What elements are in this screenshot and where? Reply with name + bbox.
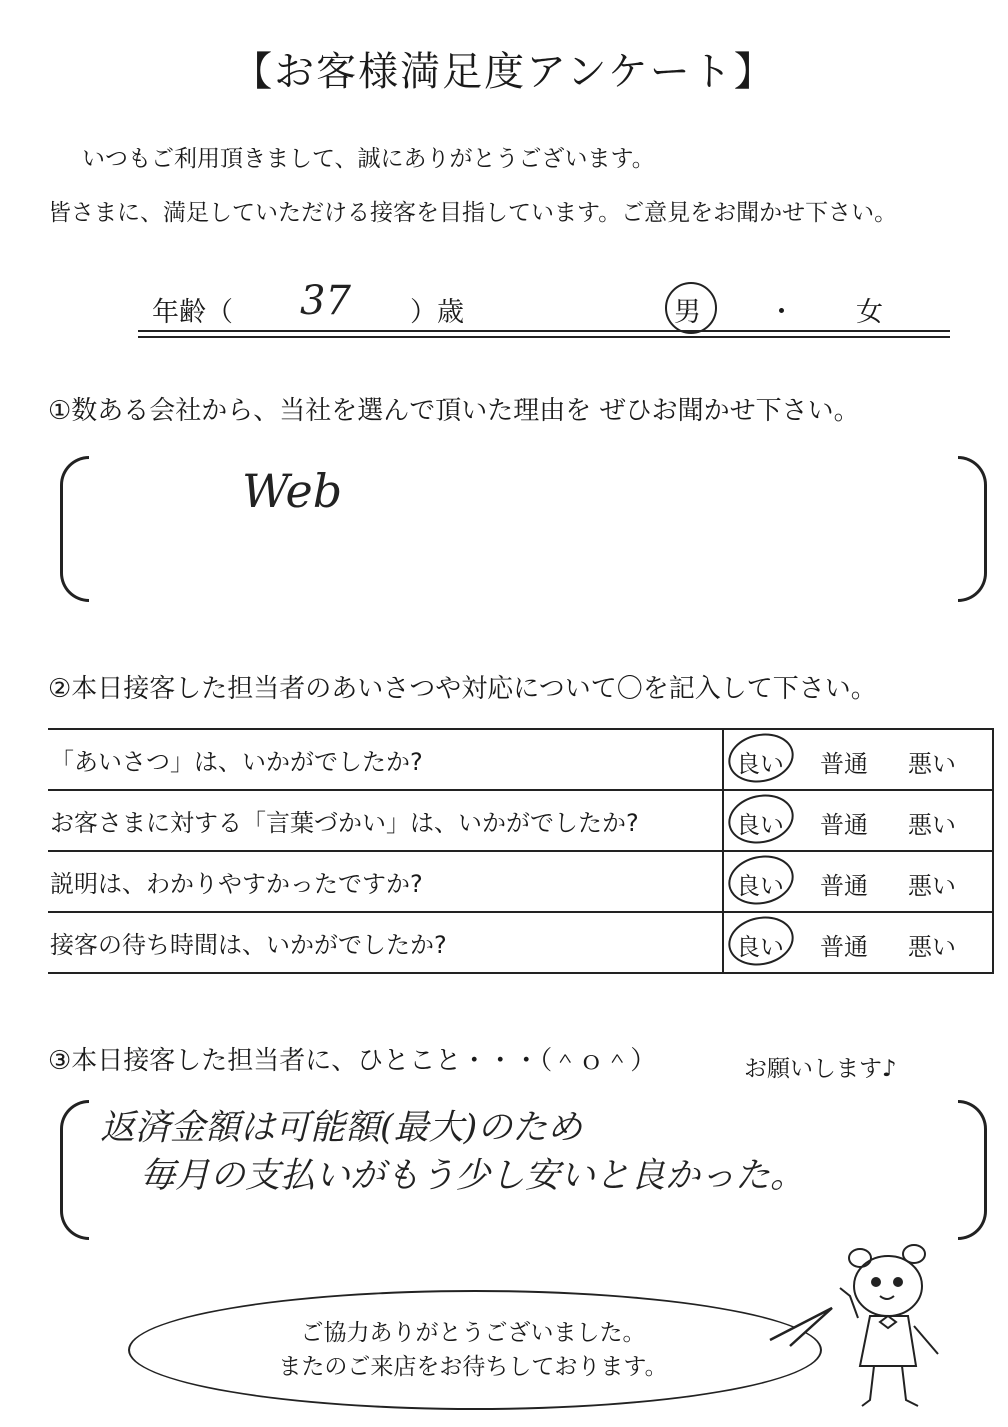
answer-1-bracket-left [60, 456, 89, 602]
rating-question: 接客の待ち時間は、いかがでしたか? [48, 912, 723, 973]
option-average[interactable]: 普通 [820, 872, 868, 900]
age-suffix: ）歳 [410, 297, 464, 328]
answer-1-bracket-right [958, 456, 987, 602]
rating-question: 「あいさつ」は、いかがでしたか? [48, 729, 723, 790]
answer-3-line-1[interactable]: 返済金額は可能額(最大)のため [100, 1108, 583, 1148]
survey-title: 【お客様満足度アンケート】 [232, 49, 776, 95]
table-row [48, 912, 993, 973]
option-good[interactable]: 良い [736, 811, 784, 839]
option-average[interactable]: 普通 [820, 933, 868, 961]
option-bad[interactable]: 悪い [908, 811, 956, 839]
option-good[interactable]: 良い [736, 872, 784, 900]
intro-line-1: いつもご利用頂きまして、誠にありがとうございます。 [82, 146, 655, 172]
answer-1-text[interactable]: Web [242, 464, 343, 518]
answer-3-line-2[interactable]: 毎月の支払いがもう少し安いと良かった。 [140, 1156, 806, 1196]
rating-options [723, 851, 993, 912]
request-text: お願いします♪ [744, 1056, 897, 1082]
answer-3-bracket-left [60, 1100, 89, 1240]
option-average[interactable]: 普通 [820, 750, 868, 778]
table-row [48, 790, 993, 851]
rating-options [723, 729, 993, 790]
rating-options [723, 790, 993, 851]
gender-male[interactable]: 男 [674, 297, 701, 328]
rating-question: お客さまに対する「言葉づかい」は、いかがでしたか? [48, 790, 723, 851]
profile-underline-2 [138, 336, 950, 338]
option-average[interactable]: 普通 [820, 811, 868, 839]
option-bad[interactable]: 悪い [908, 750, 956, 778]
option-good[interactable]: 良い [736, 933, 784, 961]
question-1: ①数ある会社から、当社を選んで頂いた理由を ぜひお聞かせ下さい。 [48, 396, 860, 426]
profile-underline [138, 330, 950, 332]
closing-line-1: ご協力ありがとうございました。 [300, 1320, 646, 1346]
age-value[interactable]: 37 [300, 278, 351, 324]
intro-line-2: 皆さまに、満足していただける接客を目指しています。ご意見をお聞かせ下さい。 [48, 200, 898, 226]
rating-options [723, 912, 993, 973]
gender-female[interactable]: 女 [856, 297, 883, 328]
gender-separator: ・ [768, 297, 795, 328]
option-good[interactable]: 良い [736, 750, 784, 778]
table-row [48, 851, 993, 912]
question-3: ③本日接客した担当者に、ひとこと・・・（＾ｏ＾） [48, 1046, 657, 1076]
rating-table [48, 728, 994, 974]
rating-question: 説明は、わかりやすかったですか? [48, 851, 723, 912]
option-bad[interactable]: 悪い [908, 872, 956, 900]
age-label: 年齢（ [152, 297, 233, 328]
option-bad[interactable]: 悪い [908, 933, 956, 961]
table-row [48, 729, 993, 790]
question-2: ②本日接客した担当者のあいさつや対応について〇を記入して下さい。 [48, 674, 877, 704]
answer-3-bracket-right [958, 1100, 987, 1240]
mascot-character-icon [830, 1236, 980, 1414]
closing-line-2: またのご来店をお待ちしております。 [278, 1354, 668, 1380]
